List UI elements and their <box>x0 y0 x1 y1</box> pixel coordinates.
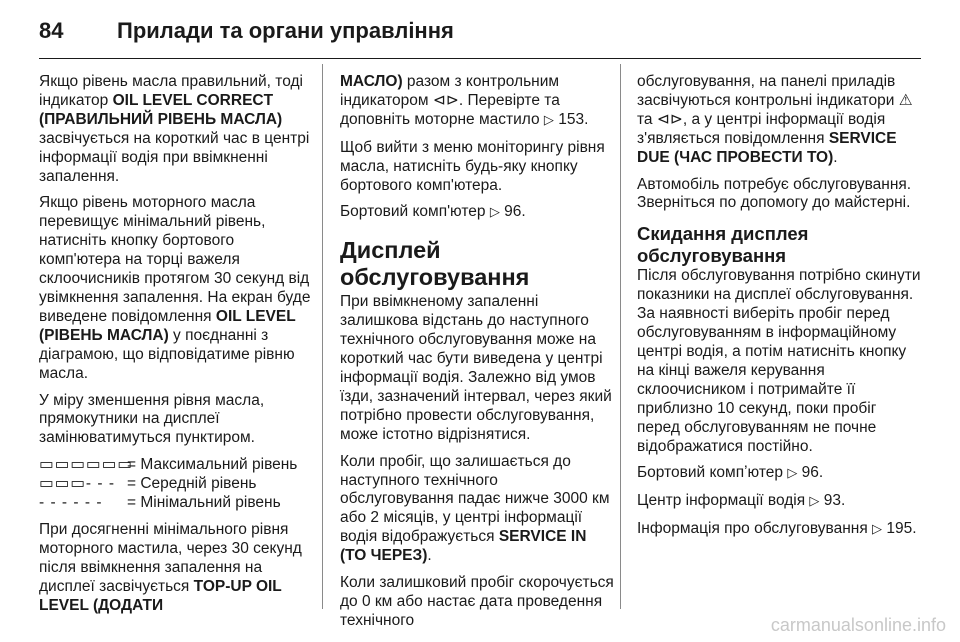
oil-pressure-icon: ⊲⊳ <box>432 91 459 109</box>
column-left <box>39 73 317 623</box>
legend-row <box>39 456 317 475</box>
watermark: carmanualsonline.info <box>770 615 946 635</box>
page-reference-icon: ▷ <box>809 494 820 510</box>
column-right <box>637 73 922 548</box>
page-reference-icon: ▷ <box>872 522 883 538</box>
legend-row <box>39 494 317 513</box>
page-reference-icon: ▷ <box>543 112 554 128</box>
legend-symbol: ▭▭▭▭▭▭ <box>39 456 133 474</box>
paragraph: Якщо рівень масла правильний, тоді індикатор OIL LEVEL CORRECT (ПРАВИЛЬНИЙ РІВЕНЬ МАСЛА) засвічується на короткий час в центрі інформації водія при ввімкненні запалення. <box>39 73 310 185</box>
legend-symbol: ▭▭▭- - - <box>39 475 116 493</box>
paragraph: Щоб вийти з меню моніторингу рівня масла, натисніть будь-яку кнопку бортового комп'ютера. <box>340 138 605 194</box>
paragraph: У міру зменшення рівня масла, прямокутники на дисплеї замінюватимуться пунктиром. <box>39 391 265 447</box>
oil-pressure-icon: ⊲⊳ <box>656 110 683 128</box>
column-divider <box>620 64 621 609</box>
subsection-heading: Скидання дисплея обслуговування <box>637 223 809 267</box>
service-wrench-icon: ⚠ <box>898 91 913 109</box>
legend-text: = Максимальний рівень <box>127 456 298 474</box>
paragraph: обслуговування, на панелі приладів засвічуються контрольні індикатори ⚠ та ⊲⊳, а у центрі інформації водія з'являється повідомлення SERVICE DUE (ЧАС ПРОВЕСТИ ТО). <box>637 73 913 166</box>
column-divider <box>322 64 323 609</box>
paragraph: При досягненні мінімального рівня моторного мастила, через 30 секунд після ввімкнення запалення на дисплеї засвічується TOP-UP OIL LEVEL (ДОДАТИ <box>39 520 302 614</box>
paragraph: Якщо рівень моторного масла перевищує мінімальний рівень, натисніть кнопку бортового комп'ютера на торці важеля склоочисників протягом 30 секунд від увімкнення запалення. На екран буде виведене повідомлення OIL LEVEL (РІВЕНЬ МАСЛА) у поєднанні з діаграмою, що відповідатиме рівню масла. <box>39 194 311 382</box>
paragraph: Автомобіль потребує обслуговування. Зверніться по допомогу до майстерні. <box>637 175 912 212</box>
oil-level-legend <box>39 456 317 513</box>
paragraph: МАСЛО) разом з контрольним індикатором ⊲⊳. Перевірте та доповніть моторне мастило ▷ 153. <box>340 73 589 128</box>
paragraph: Бортовий комп'ютер ▷ 96. <box>340 203 526 221</box>
legend-text: = Середній рівень <box>127 475 257 493</box>
legend-text: = Мінімальний рівень <box>127 494 281 512</box>
page-header <box>39 14 919 54</box>
section-heading: Дисплей обслуговування <box>340 237 530 291</box>
page-number: 84 <box>39 18 64 43</box>
paragraph: Бортовий компʼютер ▷ 96. <box>637 464 824 482</box>
chapter-title: Прилади та органи управління <box>117 18 454 43</box>
paragraph: При ввімкненому запаленні залишкова відстань до наступного технічного обслуговування може на короткий час бути виведена у центрі інформації водія. Залежно від умов їзди, зазначений інтервал, через який потрібно провести обслуговування, може істотно відрізнятися. <box>340 293 612 443</box>
paragraph: Коли залишковий пробіг скорочується до 0 км або настає дата проведення технічного <box>340 574 614 629</box>
page-reference-icon: ▷ <box>787 466 798 482</box>
legend-symbol: - - - - - - <box>39 494 103 512</box>
paragraph: Центр інформації водія ▷ 93. <box>637 492 846 510</box>
legend-row <box>39 475 317 494</box>
column-middle <box>340 73 615 639</box>
paragraph: Коли пробіг, що залишається до наступного технічного обслуговування падає нижче 3000 км або 2 місяців, у центрі інформації водія відображується SERVICE IN (ТО ЧЕРЕЗ). <box>340 452 610 565</box>
paragraph: Після обслуговування потрібно скинути показники на дисплеї обслуговування. За наявності виберіть пробіг перед обслуговуванням в інформаційному центрі водія, а потім натисніть кнопку на кінці важеля керування склоочисником і потримайте її приблизно 10 секунд, поки пробіг перед обслуговуванням не почне відображатися постійно. <box>637 267 921 455</box>
paragraph: Інформація про обслуговування ▷ 195. <box>637 520 917 538</box>
page-reference-icon: ▷ <box>489 205 500 221</box>
header-rule <box>39 58 921 59</box>
